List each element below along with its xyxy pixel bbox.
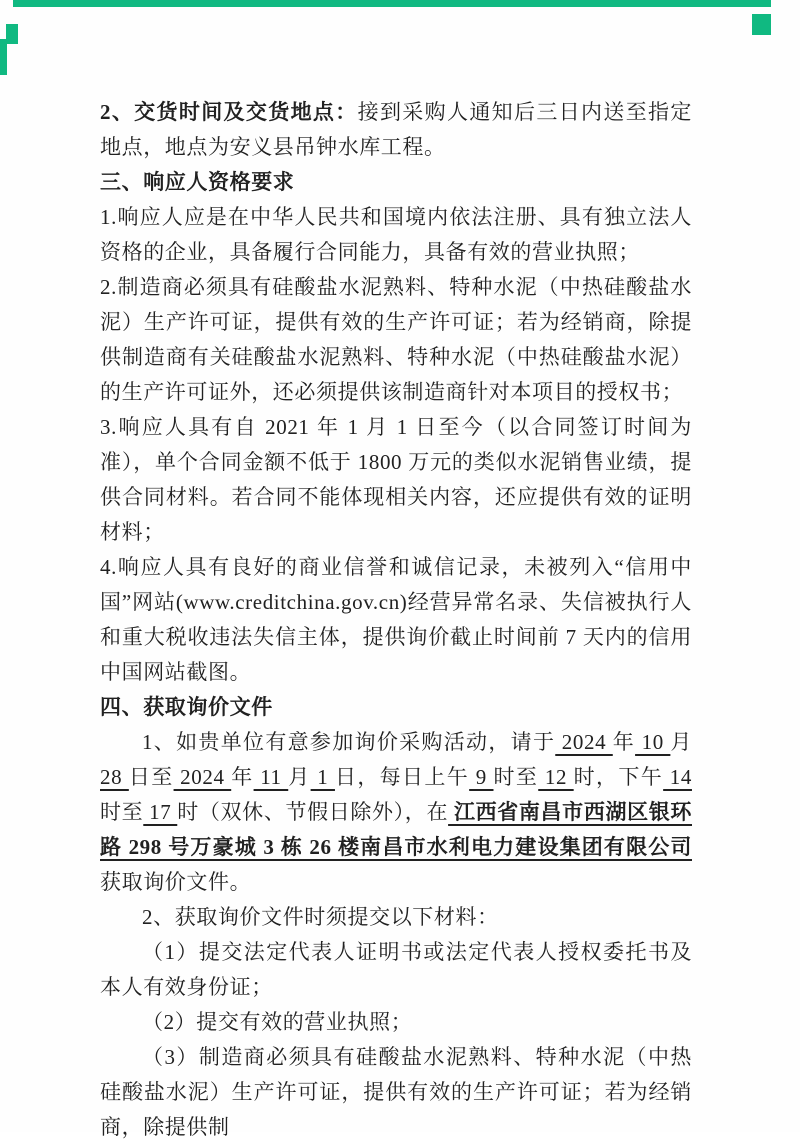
text-segment: 3.响应人具有自 2021 年 1 月 1 日至今（以合同签订时间为准），单个合同金额不低于 1800 万元的类似水泥销售业绩，提供合同材料。若合同不能体现相关内容，还应提供有效的证明材料； (100, 415, 692, 544)
fill-in-blank-text: 9 (469, 765, 494, 789)
paragraph (100, 1040, 692, 1145)
paragraph (100, 95, 692, 165)
scan-artifact-top-strip (13, 0, 771, 7)
text-segment: 年 (612, 730, 636, 754)
fill-in-blank-text: 1 (310, 765, 335, 789)
fill-in-blank-text: 17 (143, 800, 178, 824)
section-heading (100, 165, 692, 200)
text-segment: 获取询价文件。 (100, 870, 252, 894)
section-heading (100, 690, 692, 725)
text-segment: 日，每日上午 (334, 765, 470, 789)
text-segment: 4.响应人具有良好的商业信誉和诚信记录，未被列入“信用中国”网站(www.creditchina.gov.cn)经营异常名录、失信被执行人和重大税收违法失信主体，提供询价截止时间前 7 天内的信用中国网站截图。 (100, 555, 692, 684)
fill-in-blank-text: 10 (635, 730, 671, 754)
text-segment: 四、获取询价文件 (100, 695, 273, 719)
text-segment: 时至 (100, 800, 144, 824)
text-segment: 2、交货时间及交货地点： (100, 100, 358, 124)
text-segment: 2.制造商必须具有硅酸盐水泥熟料、特种水泥（中热硅酸盐水泥）生产许可证，提供有效的生产许可证；若为经销商，除提供制造商有关硅酸盐水泥熟料、特种水泥（中热硅酸盐水泥）的生产许可证外，还必须提供该制造商针对本项目的授权书； (100, 275, 692, 404)
scan-artifact-top-left-mark (6, 24, 18, 44)
paragraph (100, 900, 692, 935)
paragraph (100, 550, 692, 690)
text-segment: 月 (288, 765, 311, 789)
paragraph (100, 410, 692, 550)
fill-in-blank-text: 28 (100, 765, 129, 789)
text-segment: 月 (670, 730, 692, 754)
fill-in-blank-text: 2024 (555, 730, 613, 754)
text-segment: （1）提交法定代表人证明书或法定代表人授权委托书及本人有效身份证； (100, 940, 692, 999)
text-segment: 日至 (128, 765, 174, 789)
text-segment: （3）制造商必须具有硅酸盐水泥熟料、特种水泥（中热硅酸盐水泥）生产许可证，提供有效的生产许可证；若为经销商，除提供制 (100, 1045, 692, 1139)
fill-in-blank-text: 江西省南昌市西湖区银环路 298 号万豪城 3 栋 26 楼南昌市水利电力建设集团有限公司 (100, 800, 692, 859)
scan-artifact-top-right-mark (752, 14, 771, 35)
fill-in-blank-text: 12 (538, 765, 574, 789)
text-segment: 1.响应人应是在中华人民共和国境内依法注册、具有独立法人资格的企业，具备履行合同能力，具备有效的营业执照； (100, 205, 692, 264)
document-content (100, 95, 692, 1145)
text-segment: （2）提交有效的营业执照； (142, 1010, 413, 1034)
paragraph (100, 270, 692, 410)
text-segment: 时（双休、节假日除外），在 (177, 800, 449, 824)
fill-in-blank-text: 2024 (173, 765, 232, 789)
paragraph (100, 725, 692, 900)
text-segment: 三、响应人资格要求 (100, 170, 295, 194)
scan-artifact-left-edge-mark (0, 39, 7, 75)
paragraph (100, 935, 692, 1005)
text-segment: 接到采购人通知后三日内送至指定地点，地点为安义县吊钟水库工程。 (100, 100, 692, 159)
text-segment: 2、获取询价文件时须提交以下材料： (142, 905, 499, 929)
fill-in-blank-text: 14 (663, 765, 692, 789)
text-segment: 时，下午 (573, 765, 664, 789)
fill-in-blank-text: 11 (253, 765, 289, 789)
text-segment: 年 (231, 765, 254, 789)
text-segment: 1、如贵单位有意参加询价采购活动，请于 (142, 730, 556, 754)
text-segment: 时至 (493, 765, 539, 789)
paragraph (100, 1005, 692, 1040)
paragraph (100, 200, 692, 270)
